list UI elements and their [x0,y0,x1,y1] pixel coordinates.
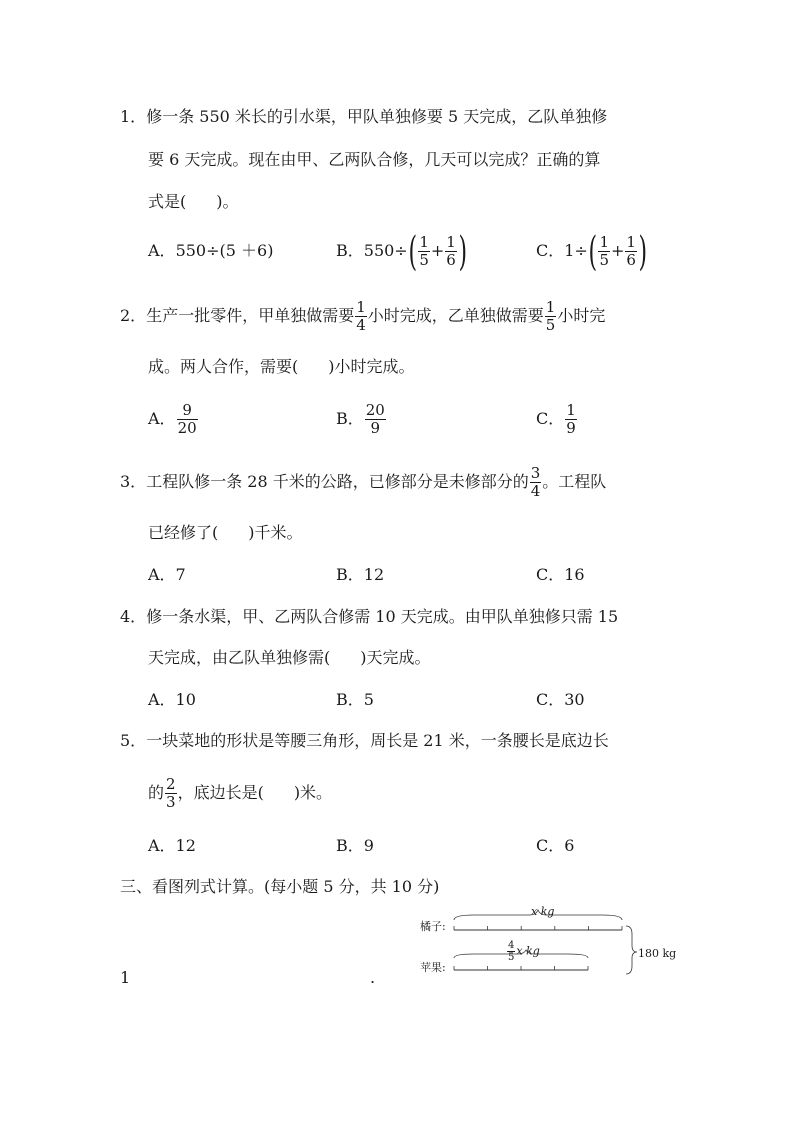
fraction: $\frac{3}{4}$ [530,464,541,500]
apple-fraction-label: $\frac{4}{5}$ x kg [508,940,540,963]
question-text: 。工程队 [542,472,607,491]
question-3-option-b[interactable]: B．12 [336,565,385,584]
fraction: $\frac{1}{5}$ [419,233,429,269]
question-text: 一块菜地的形状是等腰三角形，周长是 21 米，一条腰长是底边长 [146,731,609,750]
fraction: $\frac{4}{5}$ [508,940,515,963]
question-number: 5． [120,731,147,750]
question-number: 3． [120,472,147,491]
question-1-option-a[interactable] [148,241,273,261]
top-brace [454,910,622,920]
question-4-option-c[interactable]: C．30 [536,690,585,709]
right-paren: ) [638,228,648,275]
question-1-option-b[interactable] [336,229,467,273]
question-5-line-2 [148,773,332,813]
question-text: 工程队修一条 28 千米的公路，已修部分是未修部分的 [146,472,529,491]
question-2-option-b[interactable] [336,399,387,439]
question-text: 天完成，由乙队单独修需( [148,648,331,667]
plus-sign: + [430,241,445,260]
question-2-option-a[interactable] [148,399,199,439]
left-paren: ( [588,228,597,275]
question-text: )天完成。 [360,648,431,667]
line-segment-diagram [418,904,678,980]
question-text: 要 6 天完成。现在由甲、乙两队合修，几天可以完成？正确的算 [148,150,601,169]
fraction: $\frac{20}{9}$ [365,401,385,437]
question-3-line-2 [148,523,303,543]
question-text: 小时完 [557,306,606,325]
option-label: A． [148,241,176,260]
fraction: $\frac{1}{6}$ [626,233,636,269]
question-1-option-c[interactable] [536,229,648,273]
option-label: B． [336,241,364,260]
left-paren: ( [408,228,417,275]
option-text: 550÷ [363,241,408,260]
question-number: 2． [120,306,147,325]
total-label: 180 kg [638,947,677,960]
question-4-option-a[interactable]: A．10 [148,690,196,709]
fraction: $\frac{1}{9}$ [566,401,576,437]
question-number: 4． [120,607,147,626]
x-kg-label: x kg [531,905,555,918]
orange-ticks [454,926,622,930]
question-text: 的 [148,783,165,802]
question-1-line-3 [148,192,239,212]
question-text: 修一条 550 米长的引水渠，甲队单独修要 5 天完成，乙队单独修 [146,107,608,126]
orange-label: 橘子: [420,920,446,933]
fraction: $\frac{1}{5}$ [545,298,556,334]
fraction: $\frac{1}{5}$ [599,233,609,269]
question-text: 小时完成，乙单独做需要 [367,306,544,325]
question-2-option-c[interactable] [536,399,578,439]
question-5-option-c[interactable]: C．6 [536,836,575,855]
question-5-option-a[interactable]: A．12 [148,836,196,855]
plus-sign: + [611,241,625,260]
option-label: B． [336,409,364,428]
apple-ticks [454,966,588,970]
question-text: )小时完成。 [328,357,415,376]
question-text: )米。 [293,783,333,802]
question-text: ，底边长是( [177,783,264,802]
total-brace [626,926,637,974]
option-text: 550÷(5 ＋6) [175,241,274,260]
fraction: $\frac{9}{20}$ [177,401,197,437]
question-text: 生产一批零件，甲单独做需要 [146,306,355,325]
question-text: )。 [216,192,239,211]
question-text: 成。两人合作，需要( [148,357,299,376]
question-5-option-b[interactable]: B．9 [336,836,374,855]
question-text: 修一条水渠，甲、乙两队合修需 10 天完成。由甲队单独修只需 15 [146,607,619,626]
question-3-option-c[interactable]: C．16 [536,565,585,584]
question-2-line-2 [148,357,415,377]
question-3-option-a[interactable]: A．7 [148,565,186,584]
fraction: $\frac{1}{6}$ [446,233,456,269]
question-2-line-1 [120,296,605,336]
section-3-title: 三、看图列式计算。(每小题 5 分，共 10 分) [120,877,440,896]
option-label: C． [536,241,565,260]
section-3-item-dot: . [370,968,376,987]
question-5-line-1 [120,731,609,751]
question-text: 已经修了( [148,523,219,542]
question-text: )千米。 [248,523,303,542]
question-1-line-2 [148,150,600,170]
question-4-line-2 [148,648,431,668]
diagram-lines [418,904,678,980]
question-1-line-1 [120,107,607,127]
option-label: C． [536,409,565,428]
fraction: $\frac{2}{3}$ [166,775,176,811]
question-4-option-b[interactable]: B．5 [336,690,374,709]
question-3-line-1 [120,462,606,502]
apple-label: 苹果: [420,961,446,974]
section-3-item-number: 1 [120,968,131,987]
right-paren: ) [458,228,467,275]
question-text: 式是( [148,192,187,211]
option-text: 1÷ [564,241,588,260]
fraction: $\frac{1}{4}$ [356,298,366,334]
apple-brace [454,950,588,958]
question-number: 1． [120,107,147,126]
option-label: A． [148,409,176,428]
question-4-line-1 [120,607,618,627]
